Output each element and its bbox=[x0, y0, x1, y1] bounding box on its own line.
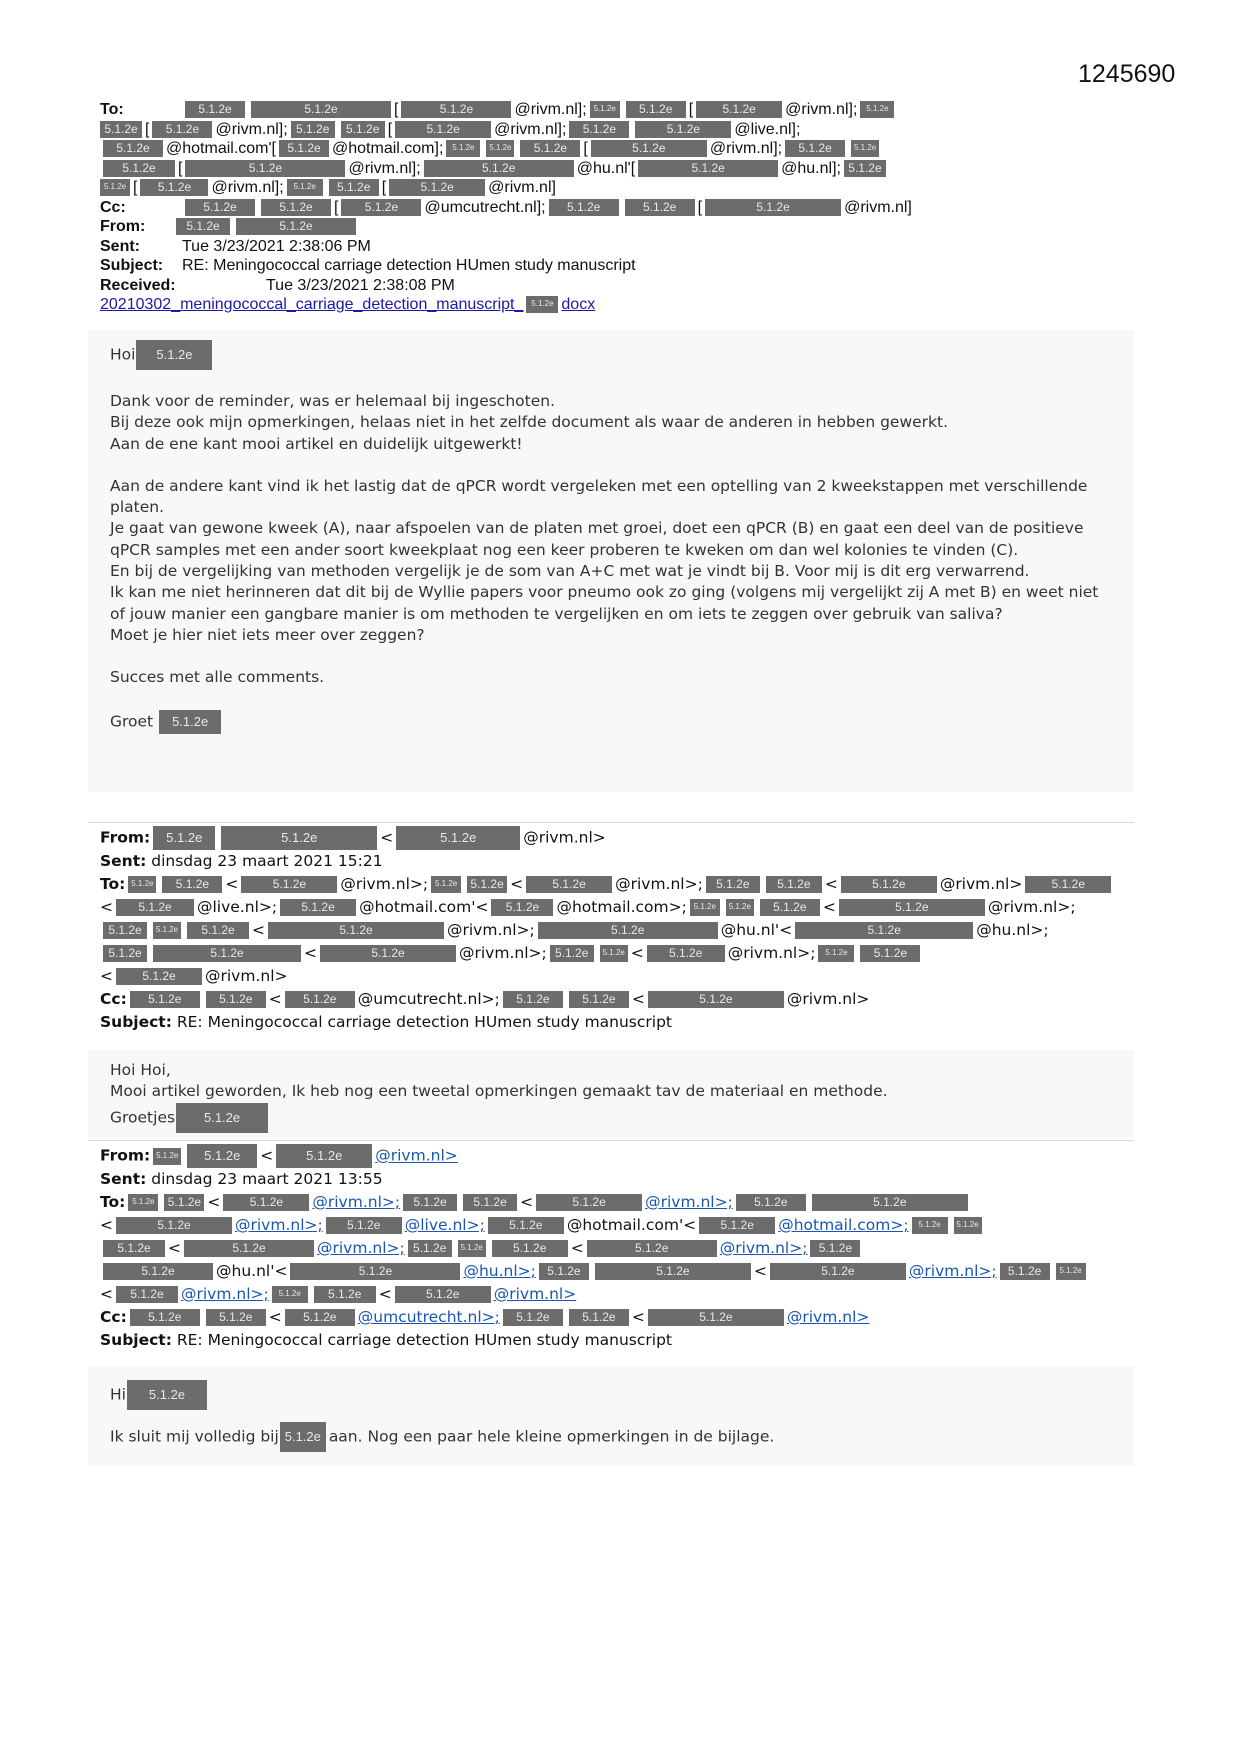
email-link[interactable]: @rivm.nl> bbox=[493, 1285, 577, 1303]
redaction: 5.1.2e bbox=[699, 1217, 775, 1234]
redaction: 5.1.2e bbox=[326, 1217, 402, 1234]
redaction: 5.1.2e bbox=[153, 826, 215, 850]
email-domain: @hu.nl' bbox=[216, 1262, 275, 1280]
email-domain: @rivm.nl>; bbox=[987, 898, 1076, 916]
redaction: 5.1.2e bbox=[276, 1144, 372, 1168]
divider bbox=[88, 822, 1134, 823]
redaction: 5.1.2e bbox=[116, 1217, 232, 1234]
email-domain: @rivm.nl]; bbox=[215, 120, 288, 138]
to-label: To: bbox=[100, 101, 124, 118]
email-domain: @rivm.nl>; bbox=[459, 944, 547, 962]
redaction: 5.1.2e bbox=[1056, 1263, 1086, 1280]
redaction: 5.1.2e bbox=[272, 1286, 308, 1303]
redaction: 5.1.2e bbox=[103, 1263, 213, 1280]
email-domain: @rivm.nl]; bbox=[348, 159, 421, 177]
greeting: Hoi bbox=[110, 345, 136, 364]
redaction: 5.1.2e bbox=[291, 121, 335, 138]
email-domain: @rivm.nl>; bbox=[340, 875, 429, 893]
sent-label: Sent: bbox=[100, 237, 140, 255]
email-link[interactable]: @rivm.nl>; bbox=[317, 1239, 405, 1257]
email-link[interactable]: @hu.nl>; bbox=[463, 1262, 536, 1280]
redaction: 5.1.2e bbox=[690, 899, 720, 916]
redaction: 5.1.2e bbox=[285, 1309, 355, 1326]
redaction: 5.1.2e bbox=[770, 1263, 906, 1280]
redaction: 5.1.2e bbox=[844, 160, 886, 177]
redaction: 5.1.2e bbox=[954, 1217, 982, 1234]
redaction: 5.1.2e bbox=[526, 876, 612, 893]
email-domain: @hu.nl>; bbox=[976, 921, 1049, 939]
email-link[interactable]: @rivm.nl>; bbox=[719, 1239, 808, 1257]
redaction: 5.1.2e bbox=[103, 160, 175, 177]
redaction: 5.1.2e bbox=[625, 199, 695, 216]
redaction: 5.1.2e bbox=[341, 199, 421, 216]
attachment-row bbox=[100, 295, 1000, 315]
redaction: 5.1.2e bbox=[103, 140, 163, 157]
email-header-2: From: 5.1.2e 5.1.2e < 5.1.2e @rivm.nl> Sent: dinsdag 23 maart 2021 15:21 To: 5.1.2e 5.1.2e < 5.1.2e @rivm.nl>; 5.1.2e 5.1.2e < 5.1.2e @rivm.nl>; 5.1.2e 5.1.2e < 5.1.2e @rivm.nl> 5.1.2e < 5.1.2e @live.nl>; 5.1.2e @hotmail.com'< 5.1.2e @hotmail.com>; 5.1.2e 5.1.2e 5.1.2e < 5.1.2e @rivm.nl>; 5.1.2e 5.1.2e 5.1.2e < 5.1.2e @rivm.nl>; 5.1.2e @hu.nl'< 5.1.2e @hu.nl>; 5.1.2e 5.1.2e < 5.1.2e @rivm.nl>; 5.1.2e 5.1.2e < 5.1.2e @rivm.nl>; 5.1.2e 5.1.2e < 5.1.2e @rivm.nl> Cc: 5.1.2e 5.1.2e < 5.1.2e @umcutrecht.nl>; 5.1.2e 5.1.2e < 5.1.2e @rivm.nl> Subject: RE: Meningococcal carriage detection HUmen study manuscript bbox=[100, 826, 1100, 1034]
redaction: 5.1.2e bbox=[550, 945, 594, 962]
redaction: 5.1.2e bbox=[128, 876, 156, 893]
redaction: 5.1.2e bbox=[176, 1103, 268, 1133]
email-body-1 bbox=[88, 330, 1134, 792]
redaction: 5.1.2e bbox=[128, 1194, 158, 1211]
email-body-3 bbox=[88, 1366, 1134, 1466]
redaction: 5.1.2e bbox=[810, 1240, 860, 1257]
redaction: 5.1.2e bbox=[184, 1240, 314, 1257]
redaction: 5.1.2e bbox=[446, 140, 480, 157]
redaction: 5.1.2e bbox=[595, 1263, 751, 1280]
email-domain: @umcutrecht.nl]; bbox=[424, 198, 546, 216]
redaction: 5.1.2e bbox=[1025, 876, 1111, 893]
email-domain: @rivm.nl>; bbox=[727, 944, 816, 962]
email-domain: @rivm.nl> bbox=[939, 875, 1023, 893]
email-link[interactable]: @rivm.nl>; bbox=[908, 1262, 997, 1280]
email-link[interactable]: @rivm.nl>; bbox=[235, 1216, 323, 1234]
redaction: 5.1.2e bbox=[590, 101, 620, 118]
email-link[interactable]: @rivm.nl>; bbox=[312, 1193, 401, 1211]
redaction: 5.1.2e bbox=[491, 899, 553, 916]
email-domain: @hu.nl' bbox=[720, 921, 780, 939]
email-domain: @hotmail.com' bbox=[566, 1216, 684, 1234]
redaction: 5.1.2e bbox=[395, 1286, 491, 1303]
redaction: 5.1.2e bbox=[795, 922, 973, 939]
redaction: 5.1.2e bbox=[268, 922, 444, 939]
to-row: 5.1.2e [ 5.1.2e @rivm.nl]; 5.1.2e 5.1.2e [ 5.1.2e @rivm.nl] bbox=[100, 178, 1000, 198]
redaction: 5.1.2e bbox=[341, 121, 385, 138]
email-domain: @hotmail.com]; bbox=[332, 140, 444, 157]
redaction: 5.1.2e bbox=[626, 101, 686, 118]
subject-label: Subject: bbox=[100, 1013, 172, 1031]
redaction: 5.1.2e bbox=[187, 922, 249, 939]
redaction: 5.1.2e bbox=[648, 991, 784, 1008]
from-row bbox=[100, 217, 1000, 237]
redaction: 5.1.2e bbox=[912, 1217, 948, 1234]
redaction: 5.1.2e bbox=[486, 140, 514, 157]
redaction: 5.1.2e bbox=[860, 945, 920, 962]
email-domain: @rivm.nl>; bbox=[447, 921, 535, 939]
redaction: 5.1.2e bbox=[223, 1194, 309, 1211]
redaction: 5.1.2e bbox=[206, 1309, 266, 1326]
redaction: 5.1.2e bbox=[760, 899, 820, 916]
sent-label: Sent: bbox=[100, 1170, 147, 1188]
redaction: 5.1.2e bbox=[136, 340, 212, 370]
paragraph: aan. Nog een paar hele kleine opmerkingen in de bijlage. bbox=[328, 1427, 775, 1446]
redaction: 5.1.2e bbox=[153, 922, 181, 939]
received-row bbox=[100, 276, 1000, 296]
email-domain: @live.nl>; bbox=[197, 898, 278, 916]
cc-row: Cc: 5.1.2e 5.1.2e [ 5.1.2e @umcutrecht.nl]; 5.1.2e 5.1.2e [ 5.1.2e @rivm.nl] bbox=[100, 198, 912, 216]
redaction: 5.1.2e bbox=[1000, 1263, 1050, 1280]
subject-value: RE: Meningococcal carriage detection HUmen study manuscript bbox=[182, 257, 636, 274]
redaction: 5.1.2e bbox=[492, 1240, 568, 1257]
sent-value: dinsdag 23 maart 2021 13:55 bbox=[151, 1170, 383, 1188]
redaction: 5.1.2e bbox=[766, 876, 822, 893]
redaction: 5.1.2e bbox=[503, 991, 563, 1008]
redaction: 5.1.2e bbox=[726, 899, 754, 916]
redaction: 5.1.2e bbox=[176, 218, 230, 235]
email-header bbox=[100, 100, 1000, 315]
sent-label: Sent: bbox=[100, 852, 147, 870]
redaction: 5.1.2e bbox=[261, 199, 331, 216]
to-label: To: bbox=[100, 875, 126, 893]
redaction: 5.1.2e bbox=[648, 1309, 784, 1326]
email-header-3: From: 5.1.2e 5.1.2e < 5.1.2e @rivm.nl> Sent: dinsdag 23 maart 2021 13:55 To: 5.1.2e 5.1.2e < 5.1.2e @rivm.nl>; 5.1.2e 5.1.2e < 5.1.2e @rivm.nl>; 5.1.2e 5.1.2e < 5.1.2e @rivm.nl>; 5.1.2e @live.nl>; 5.1.2e @hotmail.com'< 5.1.2e @hotmail.com>; 5.1.2e 5.1.2e 5.1.2e < 5.1.2e @rivm.nl>; 5.1.2e 5.1.2e 5.1.2e < 5.1.2e @rivm.nl>; 5.1.2e 5.1.2e @hu.nl'< 5.1.2e @hu.nl>; 5.1.2e 5.1.2e < 5.1.2e @rivm.nl>; 5.1.2e 5.1.2e < 5.1.2e @rivm.nl>; 5.1.2e 5.1.2e < 5.1.2e @rivm.nl> Cc: 5.1.2e 5.1.2e < 5.1.2e @umcutrecht.nl>; 5.1.2e 5.1.2e < 5.1.2e @rivm.nl> Subject: RE: Meningococcal carriage detection HUmen study manuscript bbox=[100, 1144, 1100, 1352]
redaction: 5.1.2e bbox=[187, 1144, 257, 1168]
paragraph: Succes met alle comments. bbox=[110, 668, 325, 687]
redaction: 5.1.2e bbox=[280, 899, 356, 916]
email-domain: @rivm.nl> bbox=[205, 967, 288, 985]
greeting: Hi bbox=[110, 1385, 126, 1404]
redaction: 5.1.2e bbox=[287, 179, 323, 196]
redaction: 5.1.2e bbox=[241, 876, 337, 893]
cc-label: Cc: bbox=[100, 990, 127, 1008]
redaction: 5.1.2e bbox=[153, 1148, 181, 1165]
redaction: 5.1.2e bbox=[401, 101, 511, 118]
redaction: 5.1.2e bbox=[162, 876, 222, 893]
received-value: Tue 3/23/2021 2:38:08 PM bbox=[266, 276, 455, 294]
paragraph: Ik sluit mij volledig bij bbox=[110, 1427, 279, 1446]
redaction: 5.1.2e bbox=[851, 140, 879, 157]
email-domain: @rivm.nl>; bbox=[615, 875, 703, 893]
redaction: 5.1.2e bbox=[467, 876, 507, 893]
redaction: 5.1.2e bbox=[396, 826, 520, 850]
email-domain: @hotmail.com'[ bbox=[166, 140, 276, 157]
email-domain: @rivm.nl]; bbox=[514, 101, 587, 118]
redaction: 5.1.2e bbox=[638, 160, 778, 177]
redaction: 5.1.2e bbox=[159, 710, 221, 734]
email-domain: @rivm.nl]; bbox=[709, 140, 783, 157]
redaction: 5.1.2e bbox=[503, 1309, 563, 1326]
email-domain: @hu.nl'[ bbox=[576, 159, 636, 177]
email-domain: @rivm.nl> bbox=[786, 990, 870, 1008]
email-body-2 bbox=[88, 1050, 1134, 1138]
redaction: 5.1.2e bbox=[152, 121, 212, 138]
subject-label: Subject: bbox=[100, 1331, 172, 1349]
email-link[interactable]: @rivm.nl>; bbox=[645, 1193, 733, 1211]
to-row: 5.1.2e [ 5.1.2e @rivm.nl]; 5.1.2e 5.1.2e [ 5.1.2e @rivm.nl]; 5.1.2e 5.1.2e @live.nl]; bbox=[100, 120, 1000, 140]
redaction: 5.1.2e bbox=[103, 922, 147, 939]
redaction: 5.1.2e bbox=[100, 179, 130, 196]
subject-label: Subject: bbox=[100, 257, 164, 274]
redaction: 5.1.2e bbox=[395, 121, 491, 138]
cc-label: Cc: bbox=[100, 1308, 127, 1326]
sent-row bbox=[100, 237, 1000, 257]
redaction: 5.1.2e bbox=[280, 1422, 326, 1452]
redaction: 5.1.2e bbox=[591, 140, 707, 157]
document-number: 1245690 bbox=[1078, 60, 1176, 88]
redaction: 5.1.2e bbox=[463, 1194, 517, 1211]
redaction: 5.1.2e bbox=[569, 1309, 629, 1326]
attachment-link[interactable]: 20210302_meningococcal_carriage_detection_manuscript_ 5.1.2e docx bbox=[100, 296, 596, 313]
redaction: 5.1.2e bbox=[140, 179, 208, 196]
redaction: 5.1.2e bbox=[526, 296, 558, 313]
closing: Groet bbox=[110, 712, 154, 731]
redaction: 5.1.2e bbox=[587, 1240, 717, 1257]
email-domain: @rivm.nl]; bbox=[785, 101, 858, 118]
redaction: 5.1.2e bbox=[130, 991, 200, 1008]
redaction: 5.1.2e bbox=[431, 876, 461, 893]
redaction: 5.1.2e bbox=[221, 826, 377, 850]
email-link[interactable]: @rivm.nl> bbox=[375, 1146, 458, 1165]
email-domain: @live.nl]; bbox=[734, 120, 801, 138]
email-domain: @rivm.nl] bbox=[844, 198, 912, 216]
redaction: 5.1.2e bbox=[696, 101, 782, 118]
from-label: From: bbox=[100, 218, 146, 235]
redaction: 5.1.2e bbox=[116, 899, 194, 916]
to-row: To: 5.1.2e 5.1.2e [ 5.1.2e @rivm.nl]; 5.1.2e 5.1.2e [ 5.1.2e @rivm.nl]; 5.1.2e bbox=[100, 100, 1000, 120]
redaction: 5.1.2e bbox=[130, 1309, 200, 1326]
redaction: 5.1.2e bbox=[285, 991, 355, 1008]
subject-row bbox=[100, 256, 1000, 276]
redaction: 5.1.2e bbox=[812, 1194, 968, 1211]
redaction: 5.1.2e bbox=[389, 179, 485, 196]
redaction: 5.1.2e bbox=[403, 1194, 457, 1211]
redaction: 5.1.2e bbox=[314, 1286, 376, 1303]
email-domain: @rivm.nl]; bbox=[211, 179, 284, 196]
redaction: 5.1.2e bbox=[841, 876, 937, 893]
greeting: Hoi Hoi, bbox=[110, 1061, 171, 1079]
sent-value: Tue 3/23/2021 2:38:06 PM bbox=[182, 237, 371, 255]
redaction: 5.1.2e bbox=[458, 1240, 486, 1257]
redaction: 5.1.2e bbox=[818, 945, 854, 962]
paragraph: Mooi artikel geworden, Ik heb nog een tweetal opmerkingen gemaakt tav de materiaal en methode. bbox=[110, 1082, 888, 1101]
redaction: 5.1.2e bbox=[290, 1263, 460, 1280]
redaction: 5.1.2e bbox=[100, 121, 142, 138]
cc-label: Cc: bbox=[100, 198, 126, 216]
email-domain: @rivm.nl]; bbox=[494, 120, 567, 138]
received-label: Received: bbox=[100, 276, 176, 294]
from-label: From: bbox=[100, 1146, 151, 1165]
email-domain: @hotmail.com>; bbox=[556, 898, 687, 916]
redaction: 5.1.2e bbox=[206, 991, 266, 1008]
paragraph: Aan de andere kant vind ik het lastig dat de qPCR wordt vergeleken met een optelling van 2 kweekstappen met verschillende platen. Je gaat van gewone kweek (A), naar afspoelen van de platen met groei, doet een qPCR (B) en gaat een deel van de positieve qPCR samples met een ander soort kweekplaat nog een keer proberen te kweken om dan wel kolonies te vinden (C). En bij de vergelijking van methoden vergelijk je de som van A+C met wat je vindt bij B. Voor mij is dit erg verwarrend. Ik kan me niet herinneren dat dit bij de Wyllie papers voor pneumo ook zo ging (volgens mij vergelijkt zij A met B) en weet niet of jouw manier een gangbare manier is om methoden te vergelijken en om iets te zeggen over gebruik van saliva? Moet je hier niet iets meer over zeggen? bbox=[110, 476, 1099, 644]
divider bbox=[88, 1140, 1134, 1141]
redaction: 5.1.2e bbox=[538, 922, 718, 939]
sent-value: dinsdag 23 maart 2021 15:21 bbox=[151, 852, 383, 870]
redaction: 5.1.2e bbox=[705, 199, 841, 216]
redaction: 5.1.2e bbox=[647, 945, 725, 962]
email-link[interactable]: @hotmail.com>; bbox=[778, 1216, 909, 1234]
redaction: 5.1.2e bbox=[424, 160, 574, 177]
to-row: 5.1.2e @hotmail.com'[ 5.1.2e @hotmail.com]; 5.1.2e 5.1.2e 5.1.2e [ 5.1.2e @rivm.nl]; 5.1.2e 5.1.2e bbox=[100, 139, 1000, 159]
email-domain: @rivm.nl> bbox=[523, 828, 606, 847]
redaction: 5.1.2e bbox=[736, 1194, 806, 1211]
redaction: 5.1.2e bbox=[536, 1194, 642, 1211]
redaction: 5.1.2e bbox=[488, 1217, 564, 1234]
email-link[interactable]: @rivm.nl> bbox=[786, 1308, 870, 1326]
email-domain: @hotmail.com' bbox=[359, 898, 476, 916]
redaction: 5.1.2e bbox=[320, 945, 456, 962]
redaction: 5.1.2e bbox=[116, 1286, 178, 1303]
redaction: 5.1.2e bbox=[520, 140, 580, 157]
redaction: 5.1.2e bbox=[116, 968, 202, 985]
redaction: 5.1.2e bbox=[635, 121, 731, 138]
email-link[interactable]: @rivm.nl>; bbox=[181, 1285, 269, 1303]
from-label: From: bbox=[100, 828, 151, 847]
redaction: 5.1.2e bbox=[103, 1240, 165, 1257]
email-link[interactable]: @umcutrecht.nl>; bbox=[357, 1308, 500, 1326]
redaction: 5.1.2e bbox=[860, 101, 894, 118]
redaction: 5.1.2e bbox=[600, 945, 628, 962]
redaction: 5.1.2e bbox=[185, 199, 255, 216]
redaction: 5.1.2e bbox=[185, 160, 345, 177]
closing: Groetjes bbox=[110, 1108, 176, 1127]
to-label: To: bbox=[100, 1193, 126, 1211]
email-link[interactable]: @live.nl>; bbox=[404, 1216, 485, 1234]
redaction: 5.1.2e bbox=[185, 101, 245, 118]
redaction: 5.1.2e bbox=[164, 1194, 204, 1211]
redaction: 5.1.2e bbox=[236, 218, 356, 235]
redaction: 5.1.2e bbox=[569, 991, 629, 1008]
paragraph: Dank voor de reminder, was er helemaal bij ingeschoten. Bij deze ook mijn opmerkingen, helaas niet in het zelfde document als waar de anderen in hebben gewerkt. Aan de ene kant mooi artikel en duidelijk uitgewerkt! bbox=[110, 392, 949, 453]
redaction: 5.1.2e bbox=[569, 121, 629, 138]
subject-value: RE: Meningococcal carriage detection HUmen study manuscript bbox=[176, 1013, 673, 1031]
redaction: 5.1.2e bbox=[408, 1240, 452, 1257]
email-domain: @umcutrecht.nl>; bbox=[357, 990, 500, 1008]
redaction: 5.1.2e bbox=[539, 1263, 589, 1280]
redaction: 5.1.2e bbox=[785, 140, 845, 157]
redaction: 5.1.2e bbox=[127, 1380, 207, 1410]
redaction: 5.1.2e bbox=[279, 140, 329, 157]
redaction: 5.1.2e bbox=[706, 876, 760, 893]
redaction: 5.1.2e bbox=[329, 179, 379, 196]
email-domain: @rivm.nl] bbox=[488, 179, 556, 196]
redaction: 5.1.2e bbox=[251, 101, 391, 118]
redaction: 5.1.2e bbox=[549, 199, 619, 216]
email-domain: @hu.nl]; bbox=[781, 159, 841, 177]
redaction: 5.1.2e bbox=[839, 899, 985, 916]
to-row: 5.1.2e [ 5.1.2e @rivm.nl]; 5.1.2e @hu.nl'[ 5.1.2e @hu.nl]; 5.1.2e bbox=[100, 159, 1000, 179]
redaction: 5.1.2e bbox=[153, 945, 301, 962]
subject-value: RE: Meningococcal carriage detection HUmen study manuscript bbox=[176, 1331, 673, 1349]
redaction: 5.1.2e bbox=[103, 945, 147, 962]
